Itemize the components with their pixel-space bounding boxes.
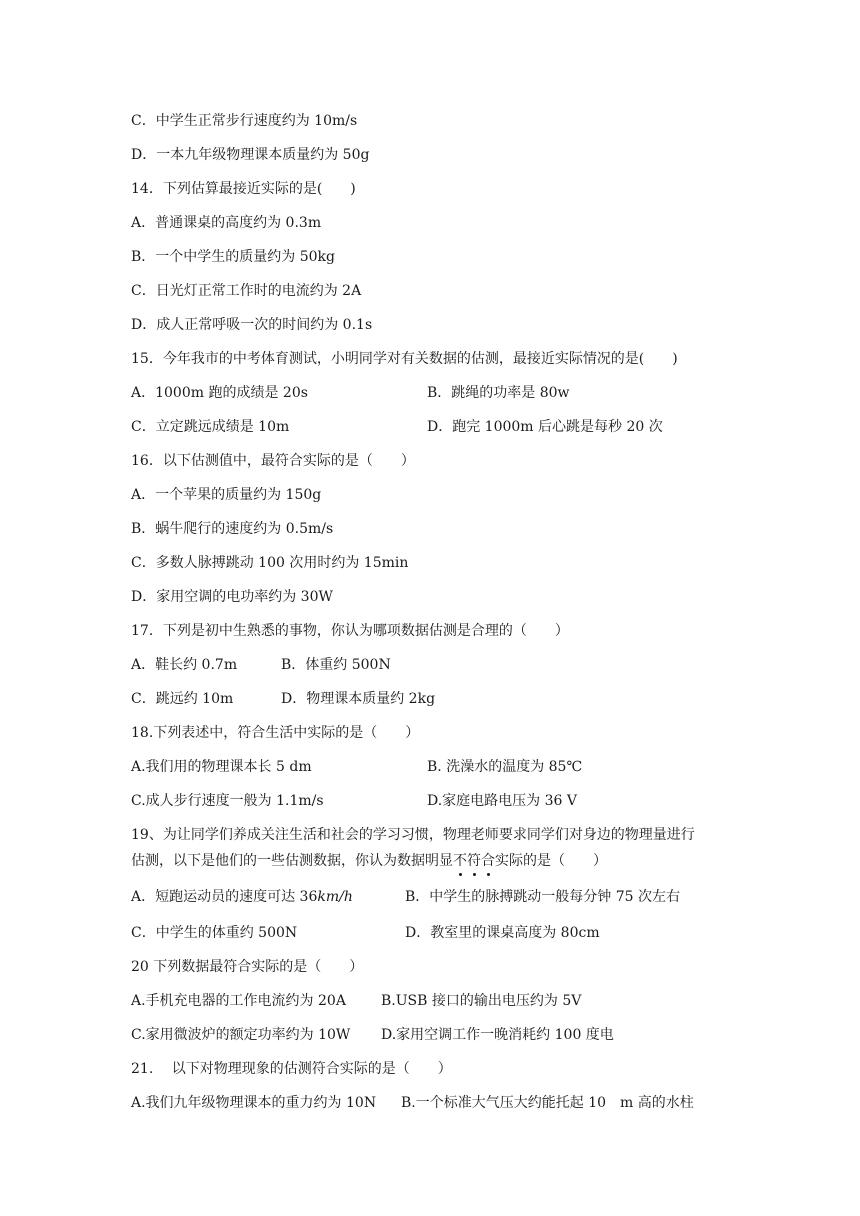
q19-option-a-text: A．短跑运动员的速度可达 36 xyxy=(131,889,318,905)
q20-option-d: D.家用空调工作一晚消耗约 100 度电 xyxy=(381,1027,614,1043)
q13-option-d: D．一本九年级物理课本质量约为 50g xyxy=(131,147,370,163)
q18-stem: 18.下列表述中，符合生活中实际的是（ ） xyxy=(131,725,420,741)
q17-option-a: A．鞋长约 0.7m xyxy=(131,657,238,673)
q19-option-c: C．中学生的体重约 500N xyxy=(131,925,298,941)
q17-row-ab xyxy=(131,655,731,675)
q18-option-a: A.我们用的物理课本长 5 dm xyxy=(131,759,312,775)
q21-row-ab xyxy=(131,1093,731,1113)
q19-option-a-unit: km/h xyxy=(317,889,353,905)
q16-option-a: A．一个苹果的质量约为 150g xyxy=(131,487,322,503)
q20-stem: 20 下列数据最符合实际的是（ ） xyxy=(131,959,364,975)
q21-option-a: A.我们九年级物理课本的重力约为 10N xyxy=(131,1095,377,1111)
q16-option-d: D．家用空调的电功率约为 30W xyxy=(131,589,333,605)
q19-row-cd xyxy=(131,923,731,943)
q21-stem: 21. 以下对物理现象的估测符合实际的是（ ） xyxy=(131,1061,452,1077)
q19-stem-pre: 估测，以下是他们的一些估测数据，你认为数据明显 xyxy=(131,853,453,869)
q19-option-b: B．中学生的脉搏跳动一般每分钟 75 次左右 xyxy=(405,889,681,905)
q19-option-d: D．教室里的课桌高度为 80cm xyxy=(405,925,600,941)
q19-emphasis-char: 合 xyxy=(481,853,495,869)
q16-stem: 16．以下估测值中，最符合实际的是（ ） xyxy=(131,453,415,469)
q14-option-c: C．日光灯正常工作时的电流约为 2A xyxy=(131,283,362,299)
q17-option-d: D．物理课本质量约 2kg xyxy=(281,691,436,707)
q18-row-cd xyxy=(131,791,731,811)
q14-stem: 14．下列估算最接近实际的是( ) xyxy=(131,181,356,197)
q14-option-a: A．普通课桌的高度约为 0.3m xyxy=(131,215,322,231)
q14-option-d: D．成人正常呼吸一次的时间约为 0.1s xyxy=(131,317,373,333)
q20-option-b: B.USB 接口的输出电压约为 5V xyxy=(381,993,582,1009)
q20-row-cd xyxy=(131,1025,731,1045)
q21-option-b: B.一个标准大气压大约能托起 10 m 高的水柱 xyxy=(401,1095,694,1111)
q20-option-a: A.手机充电器的工作电流约为 20A xyxy=(131,993,346,1009)
q18-option-c: C.成人步行速度一般为 1.1m/s xyxy=(131,793,324,809)
q17-row-cd xyxy=(131,689,731,709)
q19-stem-line1: 19、为让同学们养成关注生活和社会的学习习惯，物理老师要求同学们对身边的物理量进行 xyxy=(131,827,695,843)
q15-stem: 15．今年我市的中考体育测试，小明同学对有关数据的估测，最接近实际情况的是( ) xyxy=(131,351,678,367)
q20-row-ab xyxy=(131,991,731,1011)
q16-option-c: C．多数人脉搏跳动 100 次用时约为 15min xyxy=(131,555,409,571)
q14-option-b: B．一个中学生的质量约为 50kg xyxy=(131,249,335,265)
q18-option-d: D.家庭电路电压为 36 V xyxy=(427,793,578,809)
q15-option-a: A．1000m 跑的成绩是 20s xyxy=(131,385,308,401)
q15-option-c: C．立定跳远成绩是 10m xyxy=(131,419,290,435)
q13-option-c: C．中学生正常步行速度约为 10m/s xyxy=(131,113,358,129)
q15-option-b: B．跳绳的功率是 80w xyxy=(427,385,570,401)
q15-option-d: D．跑完 1000m 后心跳是每秒 20 次 xyxy=(427,419,663,435)
q19-emphasis-char: 符 xyxy=(467,853,481,869)
q18-option-b: B. 洗澡水的温度为 85℃ xyxy=(427,759,583,775)
q15-row-ab xyxy=(131,383,731,403)
q17-option-c: C．跳远约 10m xyxy=(131,691,234,707)
q19-stem-post: 实际的是（ ） xyxy=(495,853,607,869)
q19-row-ab xyxy=(131,887,731,907)
q20-option-c: C.家用微波炉的额定功率约为 10W xyxy=(131,1027,351,1043)
q18-row-ab xyxy=(131,757,731,777)
q17-stem: 17．下列是初中生熟悉的事物，你认为哪项数据估测是合理的（ ） xyxy=(131,623,569,639)
q19-emphasis-char: 不 xyxy=(453,853,467,869)
q19-stem-line2 xyxy=(131,851,731,871)
q15-row-cd xyxy=(131,417,731,437)
q17-option-b: B．体重约 500N xyxy=(281,657,391,673)
q19-option-a xyxy=(131,889,353,905)
q16-option-b: B．蜗牛爬行的速度约为 0.5m/s xyxy=(131,521,334,537)
